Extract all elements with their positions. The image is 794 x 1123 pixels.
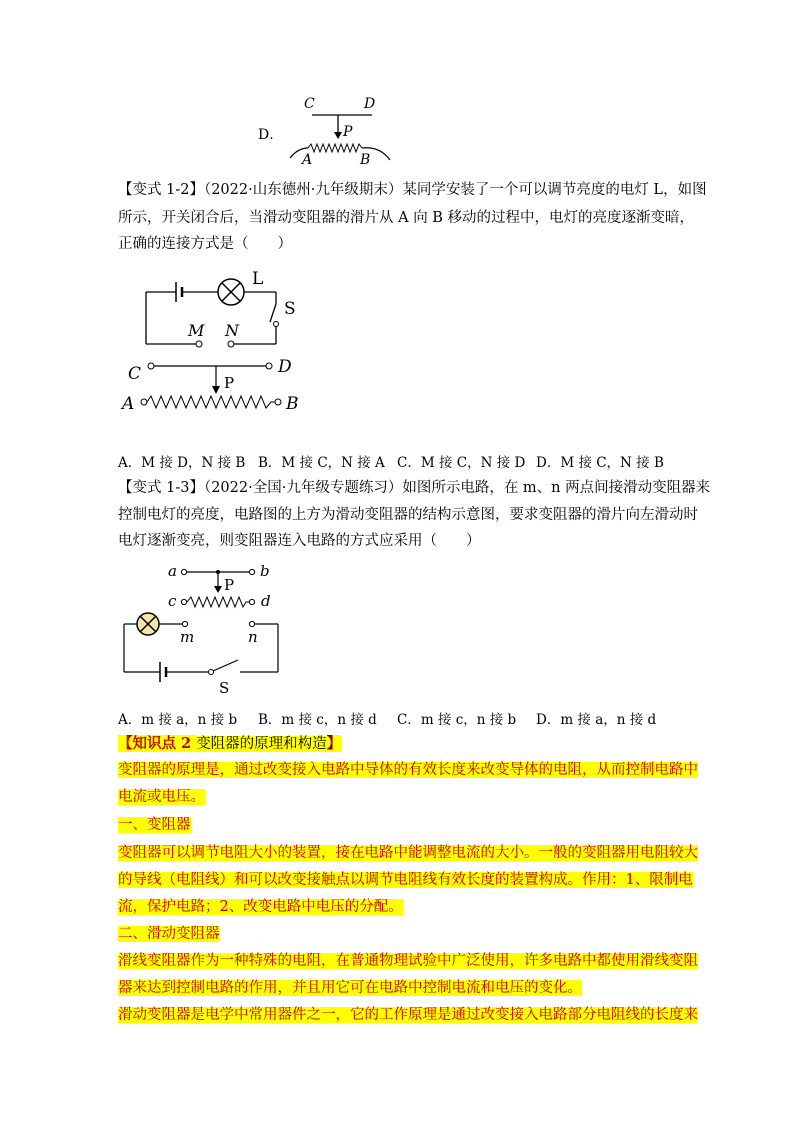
label-n: N [225,321,239,340]
label-a: A [122,394,135,414]
switch-icon [270,304,276,322]
q12-option-a[interactable]: A．M 接 D，N 接 B [118,455,246,471]
q13-option-c[interactable]: C．m 接 c，n 接 b [397,712,517,728]
q13-line-1: 【变式 1-3】（2022·全国·九年级专题练习）如图所示电路，在 m、n 两点间接滑动变阻器来 [118,480,711,496]
label-p: P [224,374,235,392]
knowledge-point-2-title [118,734,341,754]
label-s: S [219,679,230,697]
label-m: m [180,628,195,646]
kp2-line: 器来达到控制电路的作用，并且用它可在电路中控制电流和电压的变化。 [118,980,582,996]
q13-option-a[interactable]: A．m 接 a，n 接 b [118,712,238,728]
label-c: c [168,592,177,610]
kp2-line: 电流或电压。 [118,789,205,805]
q12-circuit-diagram [118,262,318,422]
label-a: A [302,152,313,168]
label-m: M [188,321,205,340]
kp2-title-close: 】 [326,735,342,752]
label-b: b [260,562,270,580]
kp2-title-open: 【知识点 2 [118,735,197,752]
label-b: B [360,152,371,168]
kp2-subheading: 二、滑动变阻器 [118,926,220,942]
kp2-line: 的导线（电阻线）和可以改变接触点以调节电阻线有效长度的装置构成。作用：1、限制电 [118,872,693,888]
label-a: a [168,562,177,580]
label-d: d [261,592,271,610]
option-d-label: D． [258,127,284,143]
kp2-line: 滑线变阻器作为一种特殊的电阻，在普通物理试验中广泛使用，许多电路中都使用滑线变阻 [118,953,698,969]
q13-circuit-diagram [118,558,298,700]
label-s: S [284,299,296,319]
label-c: C [128,364,142,384]
kp2-subheading: 一、变阻器 [118,817,191,833]
label-d: D [278,357,292,377]
label-l: L [252,269,264,289]
kp2-line: 变阻器可以调节电阻大小的装置，接在电路中能调整电流的大小。一般的变阻器用电阻较大 [118,845,698,861]
q13-option-d[interactable]: D．m 接 a，n 接 d [536,712,657,728]
label-p: P [343,124,353,140]
q12-line-3: 正确的连接方式是（ ） [118,236,292,252]
rheostat-diagram-option-d [280,92,400,172]
kp2-title-text: 变阻器的原理和构造 [196,736,327,752]
label-n: n [248,628,258,646]
q12-option-d[interactable]: D．M 接 C，N 接 B [536,455,664,471]
q13-option-b[interactable]: B．m 接 c，n 接 d [258,712,377,728]
label-c: C [304,96,315,112]
switch-icon [213,660,238,671]
q13-line-2: 控制电灯的亮度，电路图的上方为滑动变阻器的结构示意图，要求变阻器的滑片向左滑动时 [118,507,698,523]
q12-line-2: 所示，开关闭合后，当滑动变阻器的滑片从 A 向 B 移动的过程中，电灯的亮度逐渐变暗， [118,210,695,226]
q12-option-c[interactable]: C．M 接 C，N 接 D [397,455,526,471]
q12-line-1: 【变式 1-2】（2022·山东德州·九年级期末）某同学安装了一个可以调节亮度的电灯 L，如图 [118,182,707,198]
q12-option-b[interactable]: B．M 接 C，N 接 A [258,455,385,471]
label-d: D [364,96,376,112]
kp2-line: 变阻器的原理是，通过改变接入电路中导体的有效长度来改变导体的电阻，从而控制电路中 [118,762,698,778]
label-p: P [224,576,235,594]
label-b: B [286,394,299,414]
kp2-line: 滑动变阻器是电学中常用器件之一，它的工作原理是通过改变接入电路部分电阻线的长度来 [118,1007,698,1023]
kp2-line: 流，保护电路；2、改变电路中电压的分配。 [118,899,403,915]
q13-line-3: 电灯逐渐变亮，则变阻器连入电路的方式应采用（ ） [118,533,481,549]
